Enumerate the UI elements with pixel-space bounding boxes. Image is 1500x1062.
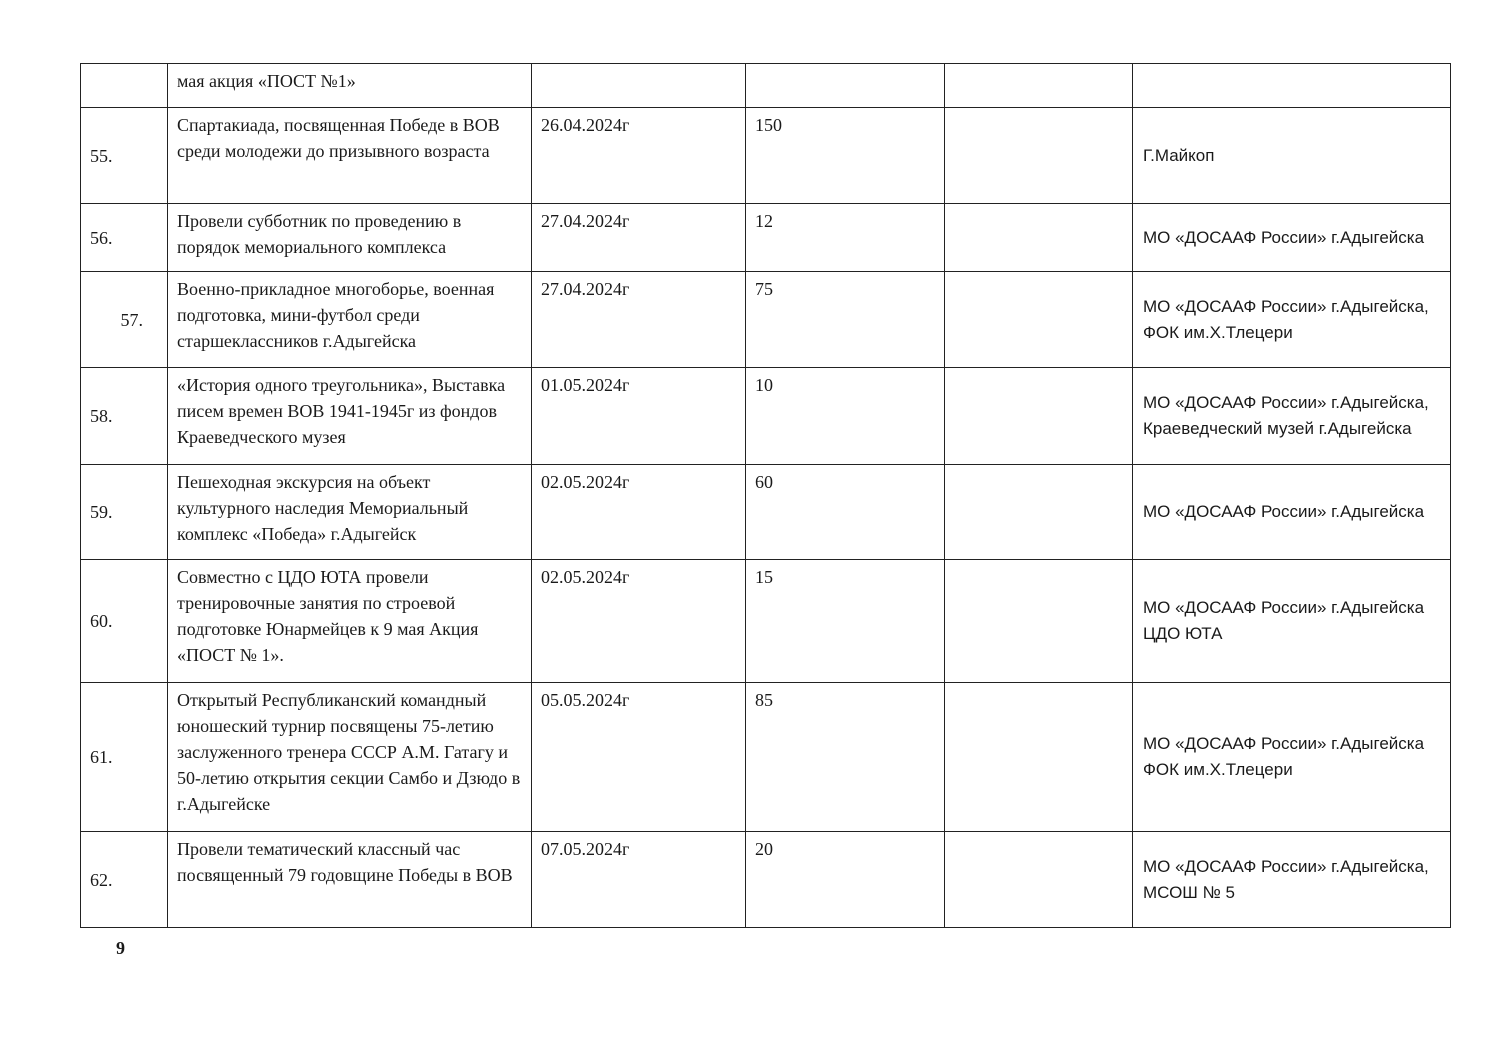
event-cell: «История одного треугольника», Выставка писем времен ВОВ 1941-1945г из фондов Краеведческого музея: [168, 368, 532, 465]
row-number-cell: 58.: [81, 368, 168, 465]
date-cell: 01.05.2024г: [532, 368, 746, 465]
date-cell: 02.05.2024г: [532, 465, 746, 560]
date-cell: 05.05.2024г: [532, 683, 746, 832]
event-cell: Провели тематический классный час посвященный 79 годовщине Победы в ВОВ: [168, 832, 532, 928]
page-number: 9: [116, 938, 125, 958]
date-cell: 26.04.2024г: [532, 108, 746, 204]
row-number-cell: 60.: [81, 560, 168, 683]
participants-cell: 150: [746, 108, 945, 204]
table-row: [81, 204, 1451, 272]
location-cell: МО «ДОСААФ России» г.Адыгейска, МСОШ № 5: [1133, 832, 1451, 928]
row-number-cell: 61.: [81, 683, 168, 832]
location-cell: МО «ДОСААФ России» г.Адыгейска, Краеведческий музей г.Адыгейска: [1133, 368, 1451, 465]
location-cell: МО «ДОСААФ России» г.Адыгейска: [1133, 204, 1451, 272]
participants-cell: 85: [746, 683, 945, 832]
table-row: [81, 368, 1451, 465]
participants-cell: 75: [746, 272, 945, 368]
participants-cell: [746, 64, 945, 108]
location-cell: [1133, 64, 1451, 108]
event-cell: Провели субботник по проведению в порядок мемориального комплекса: [168, 204, 532, 272]
extra-cell: [945, 108, 1133, 204]
location-cell: МО «ДОСААФ России» г.Адыгейска ЦДО ЮТА: [1133, 560, 1451, 683]
date-cell: 02.05.2024г: [532, 560, 746, 683]
participants-cell: 10: [746, 368, 945, 465]
event-cell: Совместно с ЦДО ЮТА провели тренировочные занятия по строевой подготовке Юнармейцев к 9 мая Акция «ПОСТ № 1».: [168, 560, 532, 683]
table-row: [81, 108, 1451, 204]
date-cell: [532, 64, 746, 108]
table-row: [81, 832, 1451, 928]
extra-cell: [945, 272, 1133, 368]
event-cell: Спартакиада, посвященная Победе в ВОВ среди молодежи до призывного возраста: [168, 108, 532, 204]
row-number-cell: 57.: [81, 272, 168, 368]
location-cell: Г.Майкоп: [1133, 108, 1451, 204]
row-number-cell: 59.: [81, 465, 168, 560]
location-cell: МО «ДОСААФ России» г.Адыгейска: [1133, 465, 1451, 560]
row-number-cell: 56.: [81, 204, 168, 272]
extra-cell: [945, 465, 1133, 560]
table-row: [81, 560, 1451, 683]
participants-cell: 12: [746, 204, 945, 272]
table-row: [81, 64, 1451, 108]
event-cell: Открытый Республиканский командный юношеский турнир посвящены 75-летию заслуженного тренера СССР А.М. Гатагу и 50-летию открытия секции Самбо и Дзюдо в г.Адыгейске: [168, 683, 532, 832]
row-number-cell: 62.: [81, 832, 168, 928]
participants-cell: 60: [746, 465, 945, 560]
date-cell: 07.05.2024г: [532, 832, 746, 928]
location-cell: МО «ДОСААФ России» г.Адыгейска ФОК им.Х.Тлецери: [1133, 683, 1451, 832]
row-number-cell: [81, 64, 168, 108]
extra-cell: [945, 560, 1133, 683]
extra-cell: [945, 368, 1133, 465]
participants-cell: 20: [746, 832, 945, 928]
extra-cell: [945, 683, 1133, 832]
event-cell: Пешеходная экскурсия на объект культурного наследия Мемориальный комплекс «Победа» г.Адыгейск: [168, 465, 532, 560]
table-row: [81, 683, 1451, 832]
participants-cell: 15: [746, 560, 945, 683]
date-cell: 27.04.2024г: [532, 272, 746, 368]
event-cell: Военно-прикладное многоборье, военная подготовка, мини-футбол среди старшеклассников г.Адыгейска: [168, 272, 532, 368]
row-number-cell: 55.: [81, 108, 168, 204]
event-cell: мая акция «ПОСТ №1»: [168, 64, 532, 108]
table-row: [81, 272, 1451, 368]
extra-cell: [945, 832, 1133, 928]
table-row: [81, 465, 1451, 560]
extra-cell: [945, 64, 1133, 108]
extra-cell: [945, 204, 1133, 272]
date-cell: 27.04.2024г: [532, 204, 746, 272]
events-table: [80, 63, 1451, 928]
location-cell: МО «ДОСААФ России» г.Адыгейска, ФОК им.Х.Тлецери: [1133, 272, 1451, 368]
